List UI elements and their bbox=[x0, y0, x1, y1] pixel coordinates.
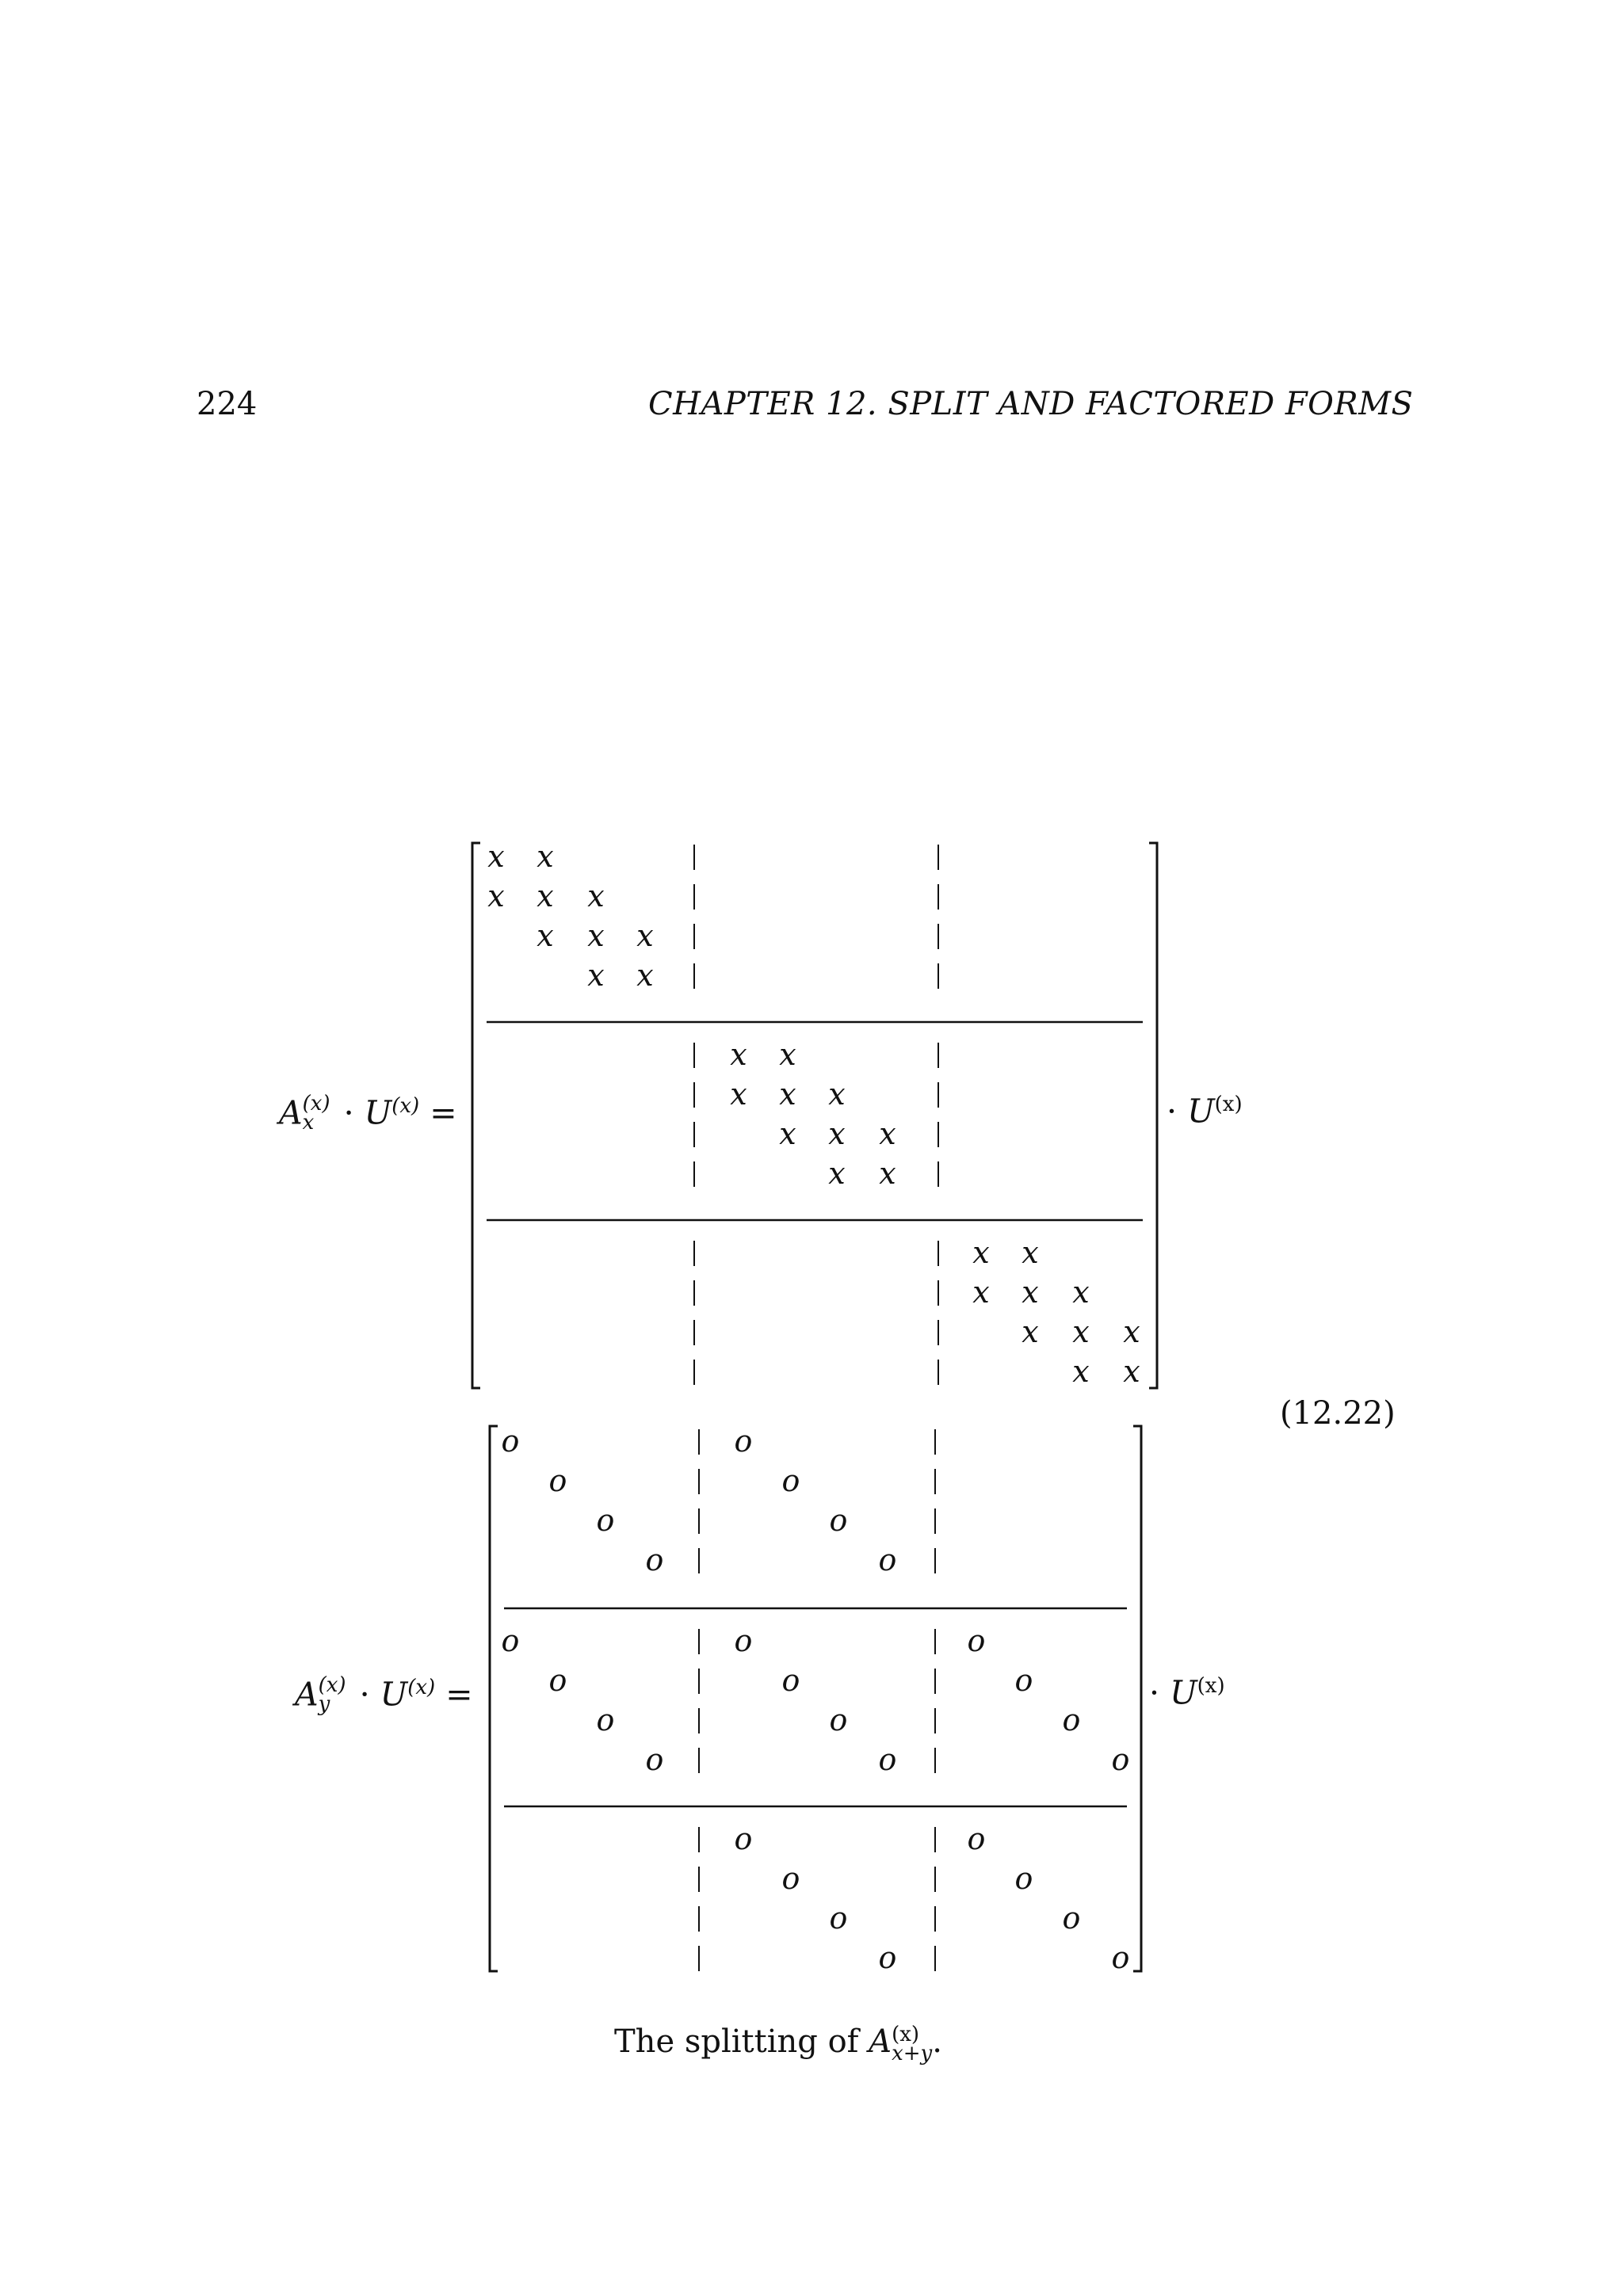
bottom-right-bracket bbox=[1133, 1426, 1141, 1971]
top-right-bracket bbox=[1149, 843, 1157, 1388]
top-matrix-entry: x bbox=[587, 879, 605, 913]
bottom-matrix-entry: o bbox=[967, 1821, 986, 1856]
top-matrix-entry: x bbox=[1022, 1314, 1039, 1349]
caption-sub: x+y bbox=[892, 2042, 933, 2065]
top-matrix-entry: x bbox=[636, 918, 654, 953]
top-matrix-entry: x bbox=[1022, 1235, 1039, 1270]
top-matrix-entry: x bbox=[828, 1156, 846, 1191]
top-matrix-entry: x bbox=[879, 1116, 896, 1151]
bottom-matrix-entry: o bbox=[645, 1742, 664, 1777]
top-matrix-entry: x bbox=[828, 1077, 846, 1112]
bottom-matrix-entry: o bbox=[734, 1424, 753, 1459]
bottom-matrix-entry: o bbox=[781, 1663, 800, 1698]
top-equation-rhs: · $U^{(x)}$ bbox=[1167, 1092, 1243, 1131]
bottom-rhs-u: U bbox=[1170, 1673, 1197, 1712]
top-matrix-entry: x bbox=[730, 1077, 747, 1112]
bottom-matrix-entry: o bbox=[967, 1623, 986, 1658]
running-head: CHAPTER 12. SPLIT AND FACTORED FORMS bbox=[648, 386, 1414, 422]
bottom-matrix-entry: o bbox=[548, 1463, 567, 1498]
bottom-matrix-entry: o bbox=[501, 1623, 520, 1658]
bottom-matrix-entry: o bbox=[548, 1663, 567, 1698]
bottom-matrix-entry: o bbox=[878, 1543, 897, 1577]
bottom-lhs-sup: (x) bbox=[318, 1672, 346, 1697]
top-matrix-entry: x bbox=[1072, 1314, 1090, 1349]
bottom-rhs-sup: (x) bbox=[1197, 1674, 1225, 1698]
bottom-matrix-entry: o bbox=[829, 1703, 848, 1737]
top-matrix-entry: x bbox=[1123, 1314, 1140, 1349]
bottom-matrix-entry: o bbox=[1111, 1940, 1130, 1975]
equation-number: (12.22) bbox=[1280, 1395, 1396, 1432]
top-matrix-entry: x bbox=[1123, 1354, 1140, 1389]
bottom-matrix-entry: o bbox=[829, 1503, 848, 1538]
bottom-lhs-base: A bbox=[295, 1675, 319, 1714]
bottom-matrix-entry: o bbox=[781, 1861, 800, 1896]
top-matrix-entry: x bbox=[828, 1116, 846, 1151]
bottom-matrix-entry: o bbox=[734, 1623, 753, 1658]
top-matrix-entry: x bbox=[1072, 1275, 1090, 1310]
bottom-matrix-entry: o bbox=[878, 1742, 897, 1777]
page-number: 224 bbox=[197, 386, 258, 422]
bottom-lhs-sub: y bbox=[318, 1691, 330, 1716]
top-matrix-entry: x bbox=[587, 958, 605, 993]
bottom-matrix-entry: o bbox=[1111, 1742, 1130, 1777]
top-matrix-entry: x bbox=[779, 1037, 796, 1072]
bottom-lhs-u-sup: (x) bbox=[407, 1676, 436, 1699]
top-matrix-entry: x bbox=[587, 918, 605, 953]
top-matrix-entry: x bbox=[779, 1116, 796, 1151]
bottom-lhs-u: U bbox=[380, 1675, 408, 1714]
top-matrix-entry: x bbox=[972, 1275, 990, 1310]
bottom-matrix-entry: o bbox=[645, 1543, 664, 1577]
top-matrix-entry: x bbox=[636, 958, 654, 993]
bottom-matrix-entry: o bbox=[1014, 1663, 1033, 1698]
top-rhs-sup: (x) bbox=[1214, 1093, 1243, 1116]
top-matrix-entry: x bbox=[1022, 1275, 1039, 1310]
figure-caption bbox=[614, 2022, 942, 2063]
bottom-matrix-entry: o bbox=[596, 1503, 615, 1538]
top-matrix-entry: x bbox=[779, 1077, 796, 1112]
top-matrix-entry: x bbox=[537, 879, 554, 913]
bottom-matrix-entry: o bbox=[596, 1703, 615, 1737]
top-left-bracket bbox=[472, 843, 480, 1388]
top-lhs-u-sup: (x) bbox=[391, 1094, 420, 1118]
caption-trail: . bbox=[932, 2023, 942, 2060]
bottom-equation-lhs: A (x) y · $U^{(x)}$ = bbox=[295, 1672, 473, 1716]
top-matrix-entry: x bbox=[730, 1037, 747, 1072]
bottom-matrix-entry: o bbox=[1062, 1703, 1081, 1737]
top-matrix-entry: x bbox=[972, 1235, 990, 1270]
caption-base: A bbox=[869, 2023, 892, 2060]
caption-text: The splitting of bbox=[614, 2023, 869, 2060]
bottom-equation-rhs: · $U^{(x)}$ bbox=[1149, 1673, 1225, 1712]
bottom-matrix-entry: o bbox=[734, 1821, 753, 1856]
top-matrix-entry: x bbox=[537, 918, 554, 953]
bottom-matrix-entry: o bbox=[781, 1463, 800, 1498]
top-lhs-sub: x bbox=[302, 1110, 315, 1135]
caption-sup: (x) bbox=[892, 2023, 920, 2046]
top-lhs-base: A bbox=[279, 1093, 303, 1132]
bottom-matrix-entry: o bbox=[501, 1424, 520, 1459]
bottom-matrix-entry: o bbox=[878, 1940, 897, 1975]
top-rhs-u: U bbox=[1187, 1092, 1215, 1131]
top-lhs-u: U bbox=[364, 1093, 392, 1132]
top-matrix-entry: x bbox=[537, 839, 554, 874]
top-matrix-entry: x bbox=[487, 879, 505, 913]
top-matrix-entry: x bbox=[487, 839, 505, 874]
bottom-matrix-entry: o bbox=[1062, 1901, 1081, 1936]
top-matrix-entry: x bbox=[879, 1156, 896, 1191]
bottom-matrix-entry: o bbox=[1014, 1861, 1033, 1896]
top-matrix-entry: x bbox=[1072, 1354, 1090, 1389]
bottom-left-bracket bbox=[490, 1426, 498, 1971]
top-equation-lhs: A (x) x · $U^{(x)}$ = bbox=[279, 1091, 457, 1135]
bottom-matrix-entry: o bbox=[829, 1901, 848, 1936]
top-lhs-sup: (x) bbox=[302, 1091, 330, 1116]
